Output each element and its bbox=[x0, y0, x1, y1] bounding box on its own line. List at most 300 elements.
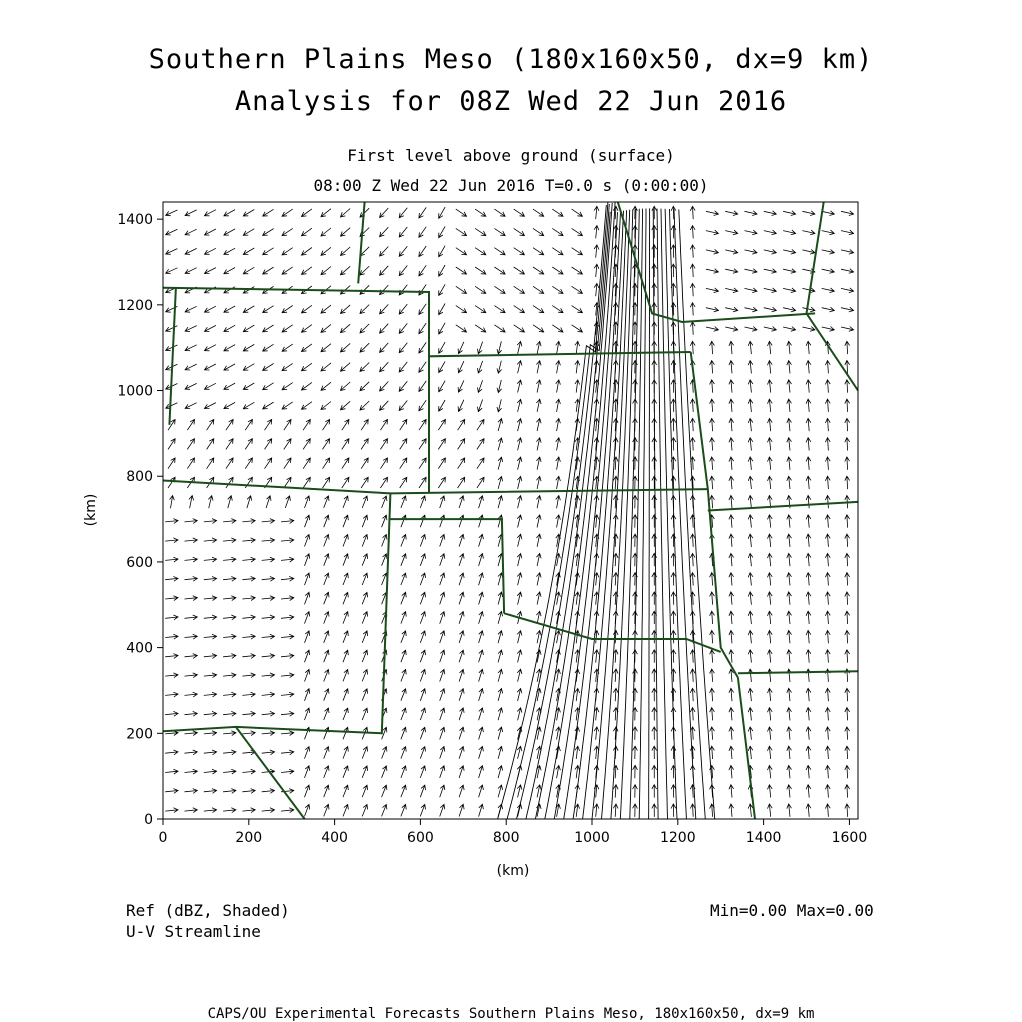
streamline-arrow bbox=[706, 269, 719, 274]
streamline-arrow bbox=[343, 708, 348, 720]
streamline-arrow bbox=[594, 206, 599, 219]
streamline-arrow bbox=[247, 496, 252, 508]
state-border bbox=[163, 288, 691, 357]
streamline-arrow bbox=[419, 227, 426, 238]
streamline-arrow bbox=[305, 631, 310, 643]
streamline-arrow bbox=[710, 592, 715, 605]
streamline-arrow bbox=[745, 288, 758, 293]
streamline-arrow bbox=[243, 229, 254, 236]
streamline-arrow bbox=[845, 766, 850, 779]
streamline-arrow bbox=[806, 515, 811, 528]
streamline-arrow bbox=[305, 496, 310, 508]
streamline-arrow bbox=[552, 286, 563, 293]
streamline-arrow bbox=[281, 654, 294, 659]
streamline-arrow bbox=[185, 808, 198, 813]
streamline-arrow bbox=[748, 592, 753, 605]
streamline-arrow bbox=[205, 325, 216, 331]
streamline-arrow bbox=[187, 439, 194, 450]
streamline-arrow bbox=[845, 553, 850, 566]
streamline-arrow bbox=[671, 399, 676, 412]
streamline-arrow bbox=[479, 746, 484, 758]
streamline-arrow bbox=[459, 747, 464, 759]
streamline-arrow bbox=[517, 341, 522, 354]
streamline-arrow bbox=[729, 631, 734, 644]
streamline-arrow bbox=[459, 612, 464, 624]
streamline-arrow bbox=[479, 554, 484, 566]
streamline-arrow bbox=[845, 650, 850, 663]
streamline-arrow bbox=[242, 808, 255, 813]
streamline-arrow bbox=[671, 361, 676, 374]
streamline-arrow bbox=[787, 341, 792, 354]
streamline-arrow bbox=[224, 402, 235, 408]
state-border bbox=[738, 678, 755, 819]
streamline-arrow bbox=[324, 631, 329, 643]
streamline-arrow bbox=[305, 592, 310, 604]
streamline-arrow bbox=[170, 496, 175, 509]
streamline-arrow bbox=[242, 634, 255, 639]
streamline-arrow bbox=[204, 673, 217, 678]
streamline-arrow bbox=[223, 750, 236, 755]
streamline-arrow bbox=[439, 304, 445, 315]
streamline-arrow bbox=[748, 457, 753, 470]
streamline-arrow bbox=[323, 420, 330, 431]
streamline-arrow bbox=[382, 496, 387, 508]
streamline-arrow bbox=[478, 342, 483, 354]
streamline-arrow bbox=[185, 538, 198, 543]
streamline-arrow bbox=[168, 458, 175, 469]
streamline-arrow bbox=[401, 496, 406, 508]
streamline-arrow bbox=[459, 689, 464, 701]
streamline-arrow bbox=[285, 496, 290, 508]
streamline-arrow bbox=[401, 708, 406, 720]
streamline-arrow bbox=[262, 519, 275, 524]
streamline-arrow bbox=[459, 785, 464, 797]
streamline-arrow bbox=[498, 438, 503, 450]
streamline-arrow bbox=[768, 476, 773, 489]
streamline-arrow bbox=[165, 615, 178, 620]
streamline-arrow bbox=[185, 364, 197, 370]
streamline-arrow bbox=[706, 211, 719, 216]
streamline-arrow bbox=[382, 535, 387, 547]
streamline-arrow bbox=[725, 230, 738, 235]
streamline-arrow bbox=[204, 711, 217, 716]
streamline-arrow bbox=[243, 383, 254, 390]
streamline-arrow bbox=[205, 248, 216, 254]
streamline-arrow bbox=[802, 327, 815, 332]
streamline-arrow bbox=[536, 341, 541, 354]
streamline-arrow bbox=[497, 341, 502, 354]
streamline-arrow bbox=[764, 249, 777, 254]
streamline-arrow bbox=[517, 650, 522, 663]
streamline-arrow bbox=[536, 419, 541, 432]
streamline-arrow bbox=[710, 611, 715, 624]
streamline-arrow bbox=[556, 438, 561, 451]
streamline-arrow bbox=[479, 650, 484, 662]
streamline-arrow bbox=[399, 304, 407, 314]
streamline-arrow bbox=[459, 554, 464, 566]
streamline-arrow bbox=[305, 612, 310, 624]
streamline-arrow bbox=[768, 631, 773, 644]
streamline bbox=[554, 212, 617, 819]
streamline-arrow bbox=[321, 267, 331, 275]
streamline-arrow bbox=[166, 403, 178, 409]
streamline-arrow bbox=[479, 708, 484, 720]
state-border bbox=[390, 519, 504, 613]
streamline-arrow bbox=[343, 766, 348, 778]
streamline-arrow bbox=[498, 457, 503, 469]
streamline-arrow bbox=[281, 557, 294, 562]
streamline-arrow bbox=[787, 766, 792, 779]
streamline-arrow bbox=[556, 515, 561, 528]
streamline-arrow bbox=[343, 747, 348, 759]
streamline-arrow bbox=[281, 769, 294, 774]
streamline-arrow bbox=[729, 438, 734, 451]
streamline-arrow bbox=[166, 210, 178, 216]
streamline-arrow bbox=[748, 553, 753, 566]
streamline-arrow bbox=[768, 727, 773, 740]
streamline-arrow bbox=[185, 731, 198, 736]
min-max-stats: Min=0.00 Max=0.00 bbox=[710, 901, 874, 920]
streamline-arrow bbox=[419, 400, 426, 411]
streamline-arrow bbox=[243, 306, 254, 313]
streamline-arrow bbox=[768, 688, 773, 701]
streamline-arrow bbox=[671, 592, 676, 605]
streamline-arrow bbox=[204, 731, 217, 736]
streamline-arrow bbox=[324, 535, 329, 547]
streamline-arrow bbox=[303, 477, 310, 488]
streamline-arrow bbox=[382, 766, 387, 778]
streamline-arrow bbox=[706, 288, 719, 293]
streamline-arrow bbox=[343, 805, 348, 817]
streamline-arrow bbox=[380, 458, 387, 469]
streamline-arrow bbox=[825, 515, 830, 528]
streamline-arrow bbox=[343, 727, 348, 739]
streamline-arrow bbox=[671, 785, 676, 798]
streamline-arrow bbox=[458, 458, 465, 469]
streamline-arrow bbox=[166, 345, 178, 351]
streamline-arrow bbox=[419, 381, 426, 392]
streamline-arrow bbox=[613, 341, 618, 354]
streamline-arrow bbox=[459, 669, 464, 681]
streamline-arrow bbox=[825, 727, 830, 740]
streamline-arrow bbox=[224, 345, 235, 351]
streamline-arrow bbox=[787, 669, 792, 682]
streamline-arrow bbox=[223, 711, 236, 716]
streamline-arrow bbox=[725, 288, 738, 293]
streamline-arrow bbox=[690, 283, 695, 296]
streamline-arrow bbox=[556, 496, 561, 509]
streamline-arrow bbox=[745, 307, 758, 312]
streamline-arrow bbox=[223, 673, 236, 678]
streamline-arrow bbox=[362, 805, 367, 817]
streamline-arrow bbox=[380, 382, 389, 392]
streamline-arrow bbox=[652, 669, 657, 682]
streamline-arrow bbox=[748, 804, 753, 817]
streamline-arrow bbox=[380, 324, 389, 333]
streamline-arrow bbox=[748, 534, 753, 547]
streamline-arrow bbox=[282, 383, 293, 390]
y-tick-label: 800 bbox=[126, 469, 153, 486]
streamline-arrow bbox=[242, 731, 255, 736]
streamline-arrow bbox=[806, 688, 811, 701]
streamline-arrow bbox=[419, 420, 426, 431]
streamline-arrow bbox=[652, 457, 657, 470]
streamline-arrow bbox=[223, 538, 236, 543]
streamline-arrow bbox=[764, 269, 777, 274]
streamline-arrow bbox=[401, 766, 406, 778]
streamline-arrow bbox=[165, 577, 178, 582]
streamline-arrow bbox=[825, 438, 830, 451]
streamline-arrow bbox=[613, 669, 618, 682]
streamline-arrow bbox=[324, 612, 329, 624]
streamline-arrow bbox=[401, 785, 406, 797]
streamline-arrow bbox=[552, 306, 563, 313]
streamline-arrow bbox=[729, 496, 734, 509]
streamline-arrow bbox=[282, 363, 293, 370]
streamline-arrow bbox=[806, 631, 811, 644]
streamline-arrow bbox=[706, 230, 719, 235]
streamline-arrow bbox=[690, 264, 695, 277]
streamline-arrow bbox=[706, 249, 719, 254]
streamline-arrow bbox=[281, 634, 294, 639]
streamline-arrow bbox=[690, 418, 695, 431]
streamline-arrow bbox=[185, 615, 198, 620]
streamline-arrow bbox=[725, 307, 738, 312]
streamline-arrow bbox=[690, 245, 695, 258]
streamline-arrow bbox=[263, 383, 274, 390]
streamline-arrow bbox=[768, 746, 773, 759]
streamline-arrow bbox=[262, 596, 275, 601]
y-tick-label: 0 bbox=[144, 812, 153, 828]
streamline-arrow bbox=[305, 747, 310, 759]
streamline-arrow bbox=[479, 631, 484, 643]
streamline-arrow bbox=[324, 554, 329, 566]
streamline-arrow bbox=[262, 711, 275, 716]
streamline-arrow bbox=[205, 210, 216, 216]
streamline-arrow bbox=[768, 708, 773, 721]
streamline-arrow bbox=[458, 361, 464, 373]
streamline-arrow bbox=[343, 554, 348, 566]
streamline-arrow bbox=[729, 611, 734, 624]
streamline-arrow bbox=[419, 246, 426, 257]
streamline-arrow bbox=[360, 363, 369, 372]
streamline-arrow bbox=[729, 399, 734, 412]
streamline-arrow bbox=[822, 249, 835, 254]
streamline-arrow bbox=[420, 573, 425, 585]
streamline-arrow bbox=[494, 325, 505, 332]
streamline-arrow bbox=[552, 267, 563, 274]
streamline-arrow bbox=[690, 226, 695, 239]
y-tick-label: 1000 bbox=[117, 383, 153, 400]
streamline-arrow bbox=[362, 766, 367, 778]
streamline-arrow bbox=[223, 769, 236, 774]
streamline-arrow bbox=[479, 592, 484, 604]
streamline-arrow bbox=[342, 439, 349, 450]
streamline-arrow bbox=[729, 361, 734, 374]
streamline-arrow bbox=[341, 401, 351, 410]
title-line-1: Southern Plains Meso (180x160x50, dx=9 km) bbox=[148, 44, 874, 75]
streamline-arrow bbox=[479, 612, 484, 624]
streamline-arrow bbox=[401, 535, 406, 547]
streamline-arrow bbox=[361, 439, 368, 450]
streamline-arrow bbox=[710, 727, 715, 740]
streamline-arrow bbox=[282, 228, 293, 235]
streamline-arrow bbox=[382, 554, 387, 566]
streamline-arrow bbox=[572, 267, 583, 274]
streamline-arrow bbox=[764, 211, 777, 216]
streamline-arrow bbox=[613, 804, 618, 817]
streamline-arrow bbox=[494, 267, 505, 274]
streamline-arrow bbox=[185, 711, 198, 716]
streamline-arrow bbox=[671, 611, 676, 624]
streamline-arrow bbox=[362, 554, 367, 566]
streamline-arrow bbox=[825, 553, 830, 566]
streamline-arrow bbox=[729, 785, 734, 798]
streamline-arrow bbox=[475, 209, 486, 216]
streamline-arrow bbox=[343, 573, 348, 585]
streamline-arrow bbox=[205, 345, 216, 351]
streamline-arrow bbox=[498, 631, 503, 643]
streamline-arrow bbox=[768, 592, 773, 605]
x-tick-label: 0 bbox=[158, 830, 168, 846]
streamline-arrow bbox=[806, 534, 811, 547]
streamline-arrow bbox=[768, 341, 773, 354]
streamline-arrow bbox=[517, 380, 522, 393]
streamline-arrow bbox=[825, 746, 830, 759]
streamline-arrow bbox=[305, 650, 310, 662]
streamline-arrow bbox=[822, 230, 835, 235]
streamline-arrow bbox=[458, 380, 464, 392]
streamline-arrow bbox=[341, 266, 351, 275]
streamline-arrow bbox=[303, 439, 310, 450]
streamline-arrow bbox=[475, 306, 486, 313]
streamline-arrow bbox=[745, 230, 758, 235]
streamline-arrow bbox=[207, 458, 214, 469]
streamline-arrow bbox=[652, 264, 657, 277]
streamline-arrow bbox=[185, 519, 198, 524]
streamline-arrow bbox=[787, 592, 792, 605]
streamline-arrow bbox=[806, 380, 811, 393]
streamline-arrow bbox=[185, 673, 198, 678]
streamline-arrow bbox=[305, 554, 310, 566]
streamline-arrow bbox=[729, 804, 734, 817]
streamline-arrow bbox=[806, 708, 811, 721]
streamline-arrow bbox=[806, 418, 811, 431]
streamline-arrow bbox=[690, 438, 695, 451]
streamline-arrow bbox=[263, 229, 274, 236]
streamline-arrow bbox=[845, 399, 850, 412]
streamline-arrow bbox=[243, 210, 254, 217]
streamline-arrow bbox=[439, 361, 445, 372]
streamline-arrow bbox=[362, 785, 367, 797]
streamline-arrow bbox=[343, 689, 348, 701]
streamline-arrow bbox=[419, 342, 426, 353]
streamline-arrow bbox=[243, 325, 254, 332]
streamline-arrow bbox=[498, 766, 503, 778]
streamline-arrow bbox=[420, 535, 425, 547]
streamline-arrow bbox=[401, 650, 406, 662]
state-border-layer bbox=[163, 202, 858, 819]
streamline-arrow bbox=[321, 402, 331, 410]
streamline-arrow bbox=[806, 611, 811, 624]
streamline-arrow bbox=[652, 206, 657, 219]
state-border bbox=[618, 202, 815, 322]
streamline-arrow bbox=[806, 766, 811, 779]
streamline-arrow bbox=[572, 248, 583, 255]
streamline-arrow bbox=[475, 286, 486, 293]
streamline-arrow bbox=[710, 476, 715, 489]
streamline-arrow bbox=[768, 438, 773, 451]
streamline-arrow bbox=[284, 439, 291, 450]
streamline-arrow bbox=[745, 249, 758, 254]
streamline-arrow bbox=[575, 341, 580, 354]
streamline-arrow bbox=[533, 306, 544, 313]
streamline-arrow bbox=[419, 477, 426, 488]
streamline-arrow bbox=[745, 269, 758, 274]
streamline-arrow bbox=[652, 765, 657, 778]
streamline-arrow bbox=[321, 209, 331, 217]
streamline-arrow bbox=[825, 534, 830, 547]
streamline-arrow bbox=[185, 692, 198, 697]
streamline-arrow bbox=[302, 248, 312, 256]
streamline-arrow bbox=[822, 327, 835, 332]
streamline-arrow bbox=[438, 477, 445, 488]
streamline-arrow bbox=[725, 269, 738, 274]
streamline-arrow bbox=[671, 688, 676, 701]
streamline-arrow bbox=[477, 439, 484, 450]
streamline-arrow bbox=[787, 457, 792, 470]
streamline-arrow bbox=[783, 230, 796, 235]
streamline-arrow bbox=[185, 634, 198, 639]
streamline-arrow bbox=[419, 458, 426, 469]
streamline-arrow bbox=[594, 264, 599, 277]
streamline-arrow bbox=[745, 327, 758, 332]
streamline-arrow bbox=[281, 577, 294, 582]
streamline-arrow bbox=[845, 708, 850, 721]
streamline-arrow bbox=[671, 206, 676, 219]
streamline-arrow bbox=[787, 553, 792, 566]
streamline-arrow bbox=[494, 248, 505, 255]
streamline-arrow bbox=[185, 769, 198, 774]
streamline-arrow bbox=[205, 364, 216, 370]
streamline-arrow bbox=[802, 211, 815, 216]
streamline-arrow bbox=[360, 401, 369, 410]
streamline-arrow bbox=[305, 669, 310, 681]
streamline-arrow bbox=[652, 496, 657, 509]
streamline-arrow bbox=[166, 249, 178, 255]
streamline-arrow bbox=[321, 305, 331, 313]
streamline-arrow bbox=[729, 534, 734, 547]
streamline-arrow bbox=[787, 746, 792, 759]
streamline-arrow bbox=[498, 785, 503, 797]
streamline-arrow bbox=[552, 325, 563, 332]
streamline-arrow bbox=[440, 592, 445, 604]
streamline-arrow bbox=[729, 418, 734, 431]
streamline-arrow bbox=[787, 708, 792, 721]
x-tick-label: 1200 bbox=[659, 830, 696, 846]
x-tick-label: 1600 bbox=[831, 830, 868, 846]
streamline-arrow bbox=[478, 400, 483, 412]
streamline-arrow bbox=[575, 746, 580, 759]
streamline-arrow bbox=[165, 673, 178, 678]
streamline-arrow bbox=[204, 750, 217, 755]
streamline-arrow bbox=[439, 381, 445, 392]
streamline-arrow bbox=[440, 766, 445, 778]
streamline-arrow bbox=[533, 209, 544, 216]
streamline-arrow bbox=[223, 596, 236, 601]
streamline-arrow bbox=[362, 708, 367, 720]
streamline-arrow bbox=[362, 670, 367, 682]
